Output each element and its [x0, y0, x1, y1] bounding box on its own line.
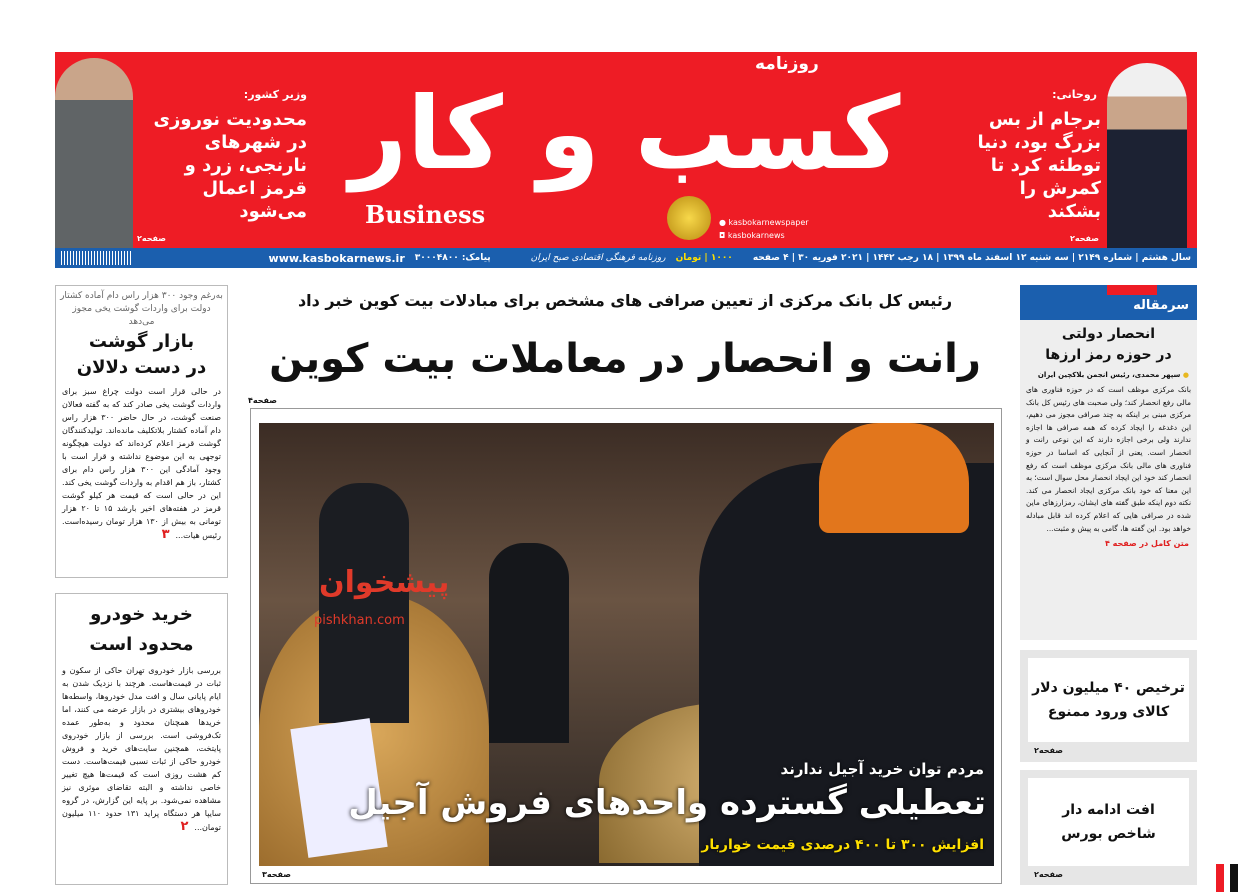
editorial-title: انحصار دولتی در حوزه رمز ارزها [1045, 326, 1172, 363]
page-marker [1230, 864, 1238, 892]
page-marker [1216, 864, 1224, 892]
barcode [61, 251, 131, 265]
stock-story[interactable]: افت ادامه دار شاخص بورس صفحه۲ [1020, 770, 1197, 885]
left-story-title[interactable]: محدودیت نوروزی در شهرهای نارنجی، زرد و قرمز اعمال می‌شود [153, 109, 307, 222]
orange-hat [819, 423, 969, 533]
telegram-handle[interactable]: ● kasbokarnewspaper [719, 218, 809, 227]
editorial[interactable] [1020, 285, 1197, 640]
instagram-handle[interactable]: ◘ kasbokarnews [719, 231, 785, 240]
lead-page: صفحه۴ [248, 396, 277, 405]
meat-kicker: به‌رغم وجود ۳۰۰ هزار راس دام آماده کشتار دولت برای واردات گوشت یخی مجوز می‌دهد [60, 291, 223, 327]
logo-prefix: روزنامه [755, 54, 819, 74]
watermark: پیشخوان [319, 565, 450, 600]
watermark-url: pishkhan.com [314, 613, 405, 628]
car-body: بررسی بازار خودروی تهران حاکی از سکون و ثبات در قیمت‌هاست. هرچند با نزدیک شدن به ایام پایانی سال و افت مدل خودروها، واسطه‌ها خودروهای بیشتری در بازار عرضه می کنند، اما خریدها همچنان محدود و به‌طور عمده تک‌فروشی است. بررسی از بازار خودروی پایتخت، همچنین سایت‌های خرید و فروش خودرو حاکی از ثبات نسبی قیمت‌هاست. دست کم هشت روزی است که قیمت‌ها هیچ تغییر خاصی نداشته و البته تقاضای موثری نیز مشاهده نمی‌شود. بر پایه این گزارش، در گروه سایپا هر دستگاه پراید ۱۳۱ حدود ۱۱۰ میلیون تومان... [62, 666, 222, 832]
right-story-page: صفحه۲ [1070, 234, 1099, 243]
page-ref: ۲ [180, 819, 189, 834]
logo-latin: Business [365, 200, 486, 229]
lead-headline[interactable]: رانت و انحصار در معاملات بیت کوین [269, 336, 981, 382]
meat-story[interactable] [55, 285, 228, 578]
meat-body: در حالی قرار است دولت چراغ سبز برای واردات گوشت یخی صادر کند که به گفته فعالان صنعت گوشت، در حال حاضر ۳۰۰ هزار راس دام آماده کشتار بلاتکلیف مانده‌اند. تولیدکنندگان گوشت قرمز اعلام کرده‌اند که دولت هیچگونه توجهی به این موضوع نداشته و قرار است با وجود آمادگی این ۳۰۰ هزار راس دام برای کشتار، باز هم اقدام به واردات گوشت یخی کند. این در حالی است که قیمت هر کیلو گوشت قرمز در هفته‌های اخیر بارشد ۱۵ تا ۲۰ هزار تومانی به بیش از ۱۳۰ هزار تومان رسیده‌است. رئیس هیات... [62, 387, 222, 540]
photo-page: صفحه۳ [262, 870, 291, 879]
lead-kicker: رئیس کل بانک مرکزی از تعیین صرافی های مشخص برای مبادلات بیت کوین خبر داد [297, 291, 953, 310]
logo: کسب و کار [349, 75, 901, 192]
issue-info: سال هشتم | شماره ۲۱۴۹ | سه شنبه ۱۲ اسفند ماه ۱۳۹۹ | ۱۸ رجب ۱۴۴۲ | ۲۰۲۱ فوریه ۳۰ | ۴ صفحه [752, 253, 1191, 263]
car-title: خرید خودرو محدود است [89, 604, 194, 655]
left-story-kicker: وزیر کشور: [243, 88, 307, 101]
sms-number: پیامک: ۳۰۰۰۴۸۰۰ [414, 253, 491, 263]
website-link[interactable]: www.kasbokarnews.ir [268, 251, 405, 265]
right-story-title[interactable]: برجام از بس بزرگ بود، دنیا توطئه کرد تا کمرش را بشکند [977, 109, 1101, 222]
price: ۱۰۰۰ | تومان [675, 253, 733, 263]
editorial-body: بانک مرکزی موظف است که در حوزه فناوری های مالی رفع انحصار کند؛ ولی صحبت های رئیس کل بانک مرکزی مبنی بر اینکه به چند صرافی مجوز می دهیم، این دغدغه را ایجاد کرده که همه صرافی ها اجازه ندارند ولی برخی اجازه دارند که این نوعی رانت و انحصار است. یعنی از آنجایی که اساسا در حوزه فناوری های مالی بانک مرکزی موظف است که رفع انحصار کند خود این ایجاد انحصار محل سوال است؛ به این معنا که خود بانک مرکزی ایجاد انحصار می کند. نکته دوم اینکه طبق گفته های ایشان، رمزارزهای ماین شده در صرافی هایی که اعلام کرده اند قابل مبادله خواهد بود. این گفته ها، گامی به پیش و مثبت... [1026, 385, 1191, 533]
photo-headline[interactable]: تعطیلی گسترده واحدهای فروش آجیل [348, 783, 986, 823]
lead-photo[interactable] [259, 423, 994, 866]
left-story-page: صفحه۲ [137, 234, 166, 243]
car-story[interactable] [55, 593, 228, 885]
meat-title: بازار گوشت در دست دلالان [76, 331, 207, 378]
vendor [319, 483, 409, 723]
rouhani-photo [1107, 63, 1187, 248]
coin-icon [667, 196, 711, 240]
editorial-more-link[interactable]: متن کامل در صفحه ۴ [1104, 539, 1189, 549]
right-story-kicker: روحانی: [1052, 88, 1097, 101]
editorial-label: سرمقاله [1133, 298, 1189, 313]
info-bar [55, 248, 1197, 268]
photo-kicker: مردم توان خرید آجیل ندارند [780, 760, 984, 778]
import-story[interactable]: ترخیص ۴۰ میلیون دلار کالای ورود ممنوع صفحه۲ [1020, 650, 1197, 762]
tagline: روزنامه فرهنگی اقتصادی صبح ایران [530, 253, 666, 263]
editorial-author: ● سپهر محمدی، رئیس انجمن بلاکچین ایران [1037, 371, 1189, 379]
masthead [55, 52, 1197, 248]
page-ref: ۳ [161, 527, 170, 542]
interior-minister-photo [55, 58, 133, 248]
photo-subhead: افزایش ۳۰۰ تا ۴۰۰ درصدی قیمت خواربار [701, 837, 984, 853]
